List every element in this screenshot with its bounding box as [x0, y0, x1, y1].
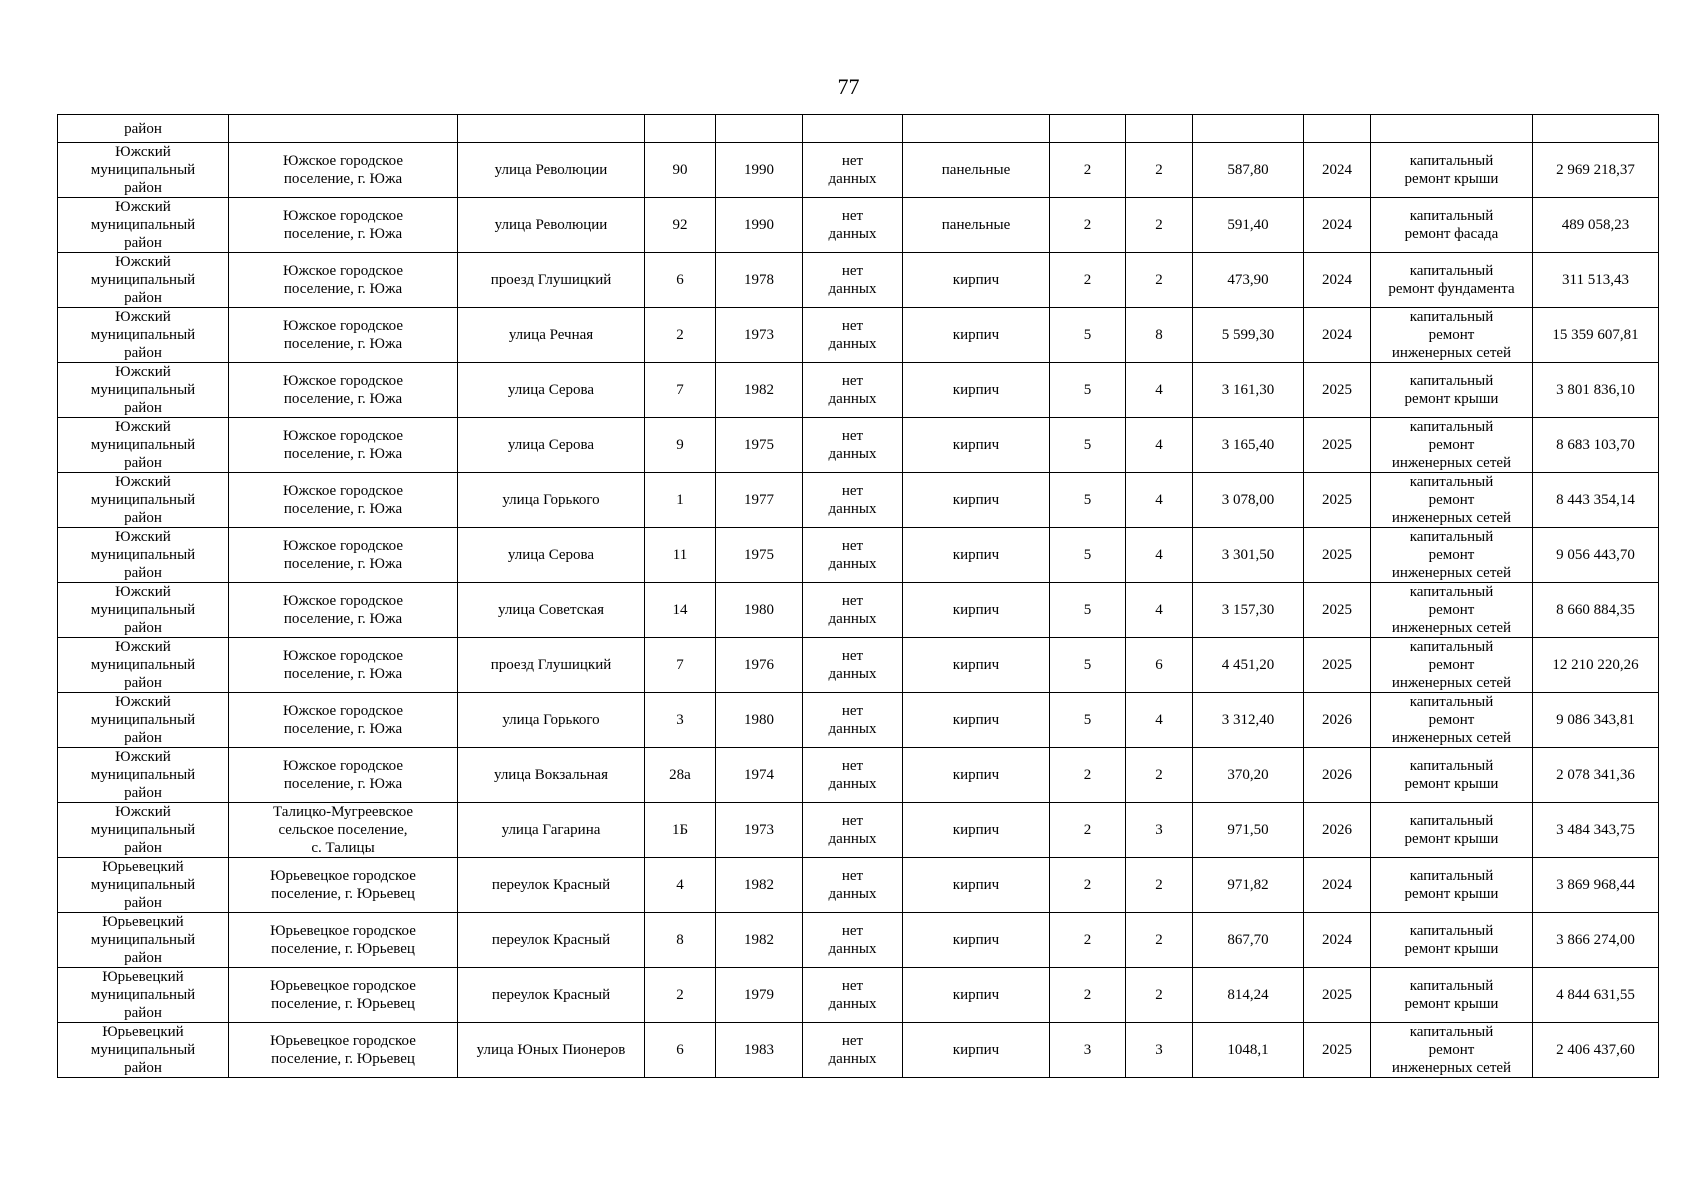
cell-floors: 5 [1050, 638, 1126, 693]
cell-district: Южский муниципальный район [58, 418, 229, 473]
cell-cost: 4 844 631,55 [1533, 968, 1659, 1023]
cell-entrances: 2 [1126, 143, 1193, 198]
table-row [58, 473, 1659, 528]
cell-district: Южский муниципальный район [58, 583, 229, 638]
cell-floors: 5 [1050, 308, 1126, 363]
cell-year: 1980 [716, 693, 803, 748]
cell-work: капитальный ремонт крыши [1371, 363, 1533, 418]
cell-material: кирпич [903, 253, 1050, 308]
cell-plan-year: 2025 [1304, 418, 1371, 473]
table-row [58, 913, 1659, 968]
cell-area: 971,50 [1193, 803, 1304, 858]
cell-work: капитальный ремонт инженерных сетей [1371, 308, 1533, 363]
cell-district: Южский муниципальный район [58, 308, 229, 363]
cell-cost: 9 056 443,70 [1533, 528, 1659, 583]
cell-entrances: 2 [1126, 858, 1193, 913]
cell-material: кирпич [903, 1023, 1050, 1078]
cell-area: 3 078,00 [1193, 473, 1304, 528]
cell-floors: 5 [1050, 418, 1126, 473]
cell-settlement: Южское городское поселение, г. Южа [229, 308, 458, 363]
cell-street: улица Серова [458, 528, 645, 583]
cell-cost: 2 078 341,36 [1533, 748, 1659, 803]
cell-area: 3 157,30 [1193, 583, 1304, 638]
cell-cost [1533, 115, 1659, 143]
cell-house: 7 [645, 638, 716, 693]
cell-settlement: Южское городское поселение, г. Южа [229, 473, 458, 528]
cell-work: капитальный ремонт крыши [1371, 143, 1533, 198]
cell-settlement: Южское городское поселение, г. Южа [229, 198, 458, 253]
table-row [58, 528, 1659, 583]
cell-district: Юрьевецкий муниципальный район [58, 1023, 229, 1078]
cell-district: Южский муниципальный район [58, 693, 229, 748]
table-row [58, 748, 1659, 803]
cell-floors: 2 [1050, 858, 1126, 913]
table-row [58, 968, 1659, 1023]
cell-material: кирпич [903, 858, 1050, 913]
cell-material [903, 115, 1050, 143]
cell-entrances: 8 [1126, 308, 1193, 363]
cell-plan-year: 2025 [1304, 363, 1371, 418]
table-row [58, 308, 1659, 363]
cell-house: 6 [645, 1023, 716, 1078]
cell-street: улица Юных Пионеров [458, 1023, 645, 1078]
cell-extra: нет данных [803, 473, 903, 528]
table-row [58, 638, 1659, 693]
cell-street [458, 115, 645, 143]
cell-house: 90 [645, 143, 716, 198]
cell-settlement: Юрьевецкое городское поселение, г. Юрьевец [229, 968, 458, 1023]
table-row-continuation [58, 115, 1659, 143]
cell-extra: нет данных [803, 858, 903, 913]
cell-district: Южский муниципальный район [58, 363, 229, 418]
cell-extra [803, 115, 903, 143]
cell-house [645, 115, 716, 143]
cell-work: капитальный ремонт фундамента [1371, 253, 1533, 308]
table-row [58, 693, 1659, 748]
cell-plan-year: 2025 [1304, 1023, 1371, 1078]
cell-entrances: 3 [1126, 1023, 1193, 1078]
cell-house: 3 [645, 693, 716, 748]
cell-street: улица Гагарина [458, 803, 645, 858]
cell-extra: нет данных [803, 418, 903, 473]
cell-settlement: Южское городское поселение, г. Южа [229, 253, 458, 308]
cell-entrances: 2 [1126, 198, 1193, 253]
cell-plan-year: 2026 [1304, 693, 1371, 748]
cell-area: 4 451,20 [1193, 638, 1304, 693]
cell-floors [1050, 115, 1126, 143]
cell-year: 1982 [716, 913, 803, 968]
table-row [58, 583, 1659, 638]
cell-street: проезд Глушицкий [458, 638, 645, 693]
cell-street: переулок Красный [458, 858, 645, 913]
cell-cost: 8 660 884,35 [1533, 583, 1659, 638]
cell-year: 1982 [716, 858, 803, 913]
cell-work: капитальный ремонт инженерных сетей [1371, 693, 1533, 748]
cell-settlement: Южское городское поселение, г. Южа [229, 418, 458, 473]
cell-street: улица Вокзальная [458, 748, 645, 803]
cell-plan-year: 2024 [1304, 858, 1371, 913]
cell-cost: 3 869 968,44 [1533, 858, 1659, 913]
cell-year: 1979 [716, 968, 803, 1023]
cell-entrances: 4 [1126, 418, 1193, 473]
cell-area: 3 301,50 [1193, 528, 1304, 583]
cell-floors: 2 [1050, 748, 1126, 803]
cell-year: 1976 [716, 638, 803, 693]
cell-extra: нет данных [803, 363, 903, 418]
table-row [58, 363, 1659, 418]
cell-work [1371, 115, 1533, 143]
table-row [58, 418, 1659, 473]
cell-year: 1975 [716, 418, 803, 473]
cell-area: 3 312,40 [1193, 693, 1304, 748]
cell-extra: нет данных [803, 693, 903, 748]
cell-street: улица Речная [458, 308, 645, 363]
cell-material: кирпич [903, 528, 1050, 583]
cell-cost: 2 406 437,60 [1533, 1023, 1659, 1078]
cell-cost: 8 683 103,70 [1533, 418, 1659, 473]
cell-material: кирпич [903, 473, 1050, 528]
cell-extra: нет данных [803, 748, 903, 803]
cell-work: капитальный ремонт инженерных сетей [1371, 638, 1533, 693]
cell-material: кирпич [903, 638, 1050, 693]
cell-settlement: Южское городское поселение, г. Южа [229, 638, 458, 693]
table-row [58, 253, 1659, 308]
cell-extra: нет данных [803, 308, 903, 363]
cell-plan-year: 2024 [1304, 143, 1371, 198]
cell-house: 4 [645, 858, 716, 913]
cell-floors: 5 [1050, 363, 1126, 418]
cell-house: 14 [645, 583, 716, 638]
cell-cost: 15 359 607,81 [1533, 308, 1659, 363]
cell-house: 7 [645, 363, 716, 418]
cell-house: 1Б [645, 803, 716, 858]
cell-floors: 2 [1050, 198, 1126, 253]
cell-entrances [1126, 115, 1193, 143]
cell-district: Юрьевецкий муниципальный район [58, 968, 229, 1023]
cell-entrances: 2 [1126, 968, 1193, 1023]
cell-year: 1983 [716, 1023, 803, 1078]
cell-settlement: Южское городское поселение, г. Южа [229, 583, 458, 638]
cell-material: кирпич [903, 968, 1050, 1023]
cell-house: 28а [645, 748, 716, 803]
cell-extra: нет данных [803, 583, 903, 638]
cell-material: кирпич [903, 803, 1050, 858]
cell-street: улица Горького [458, 693, 645, 748]
cell-material: панельные [903, 198, 1050, 253]
cell-floors: 2 [1050, 913, 1126, 968]
cell-work: капитальный ремонт крыши [1371, 968, 1533, 1023]
cell-floors: 2 [1050, 253, 1126, 308]
cell-settlement: Юрьевецкое городское поселение, г. Юрьевец [229, 1023, 458, 1078]
cell-cost: 9 086 343,81 [1533, 693, 1659, 748]
cell-material: кирпич [903, 693, 1050, 748]
cell-material: панельные [903, 143, 1050, 198]
cell-extra: нет данных [803, 198, 903, 253]
table-row [58, 1023, 1659, 1078]
cell-floors: 5 [1050, 473, 1126, 528]
cell-plan-year: 2025 [1304, 473, 1371, 528]
cell-year: 1978 [716, 253, 803, 308]
cell-floors: 5 [1050, 693, 1126, 748]
cell-year: 1977 [716, 473, 803, 528]
table-row [58, 803, 1659, 858]
cell-cost: 489 058,23 [1533, 198, 1659, 253]
table-row [58, 198, 1659, 253]
cell-settlement: Юрьевецкое городское поселение, г. Юрьевец [229, 913, 458, 968]
cell-area: 5 599,30 [1193, 308, 1304, 363]
cell-work: капитальный ремонт инженерных сетей [1371, 1023, 1533, 1078]
cell-extra: нет данных [803, 1023, 903, 1078]
cell-area: 370,20 [1193, 748, 1304, 803]
cell-house: 6 [645, 253, 716, 308]
cell-year: 1973 [716, 308, 803, 363]
cell-work: капитальный ремонт инженерных сетей [1371, 583, 1533, 638]
cell-cost: 2 969 218,37 [1533, 143, 1659, 198]
cell-plan-year: 2026 [1304, 803, 1371, 858]
cell-work: капитальный ремонт инженерных сетей [1371, 418, 1533, 473]
cell-district: район [58, 115, 229, 143]
cell-entrances: 3 [1126, 803, 1193, 858]
cell-street: улица Революции [458, 143, 645, 198]
cell-work: капитальный ремонт инженерных сетей [1371, 528, 1533, 583]
cell-year: 1990 [716, 198, 803, 253]
cell-floors: 2 [1050, 803, 1126, 858]
cell-district: Южский муниципальный район [58, 803, 229, 858]
cell-settlement [229, 115, 458, 143]
cell-house: 8 [645, 913, 716, 968]
cell-settlement: Южское городское поселение, г. Южа [229, 748, 458, 803]
cell-cost: 12 210 220,26 [1533, 638, 1659, 693]
cell-material: кирпич [903, 418, 1050, 473]
cell-extra: нет данных [803, 638, 903, 693]
cell-street: переулок Красный [458, 968, 645, 1023]
cell-settlement: Талицко-Мугреевское сельское поселение, с. Талицы [229, 803, 458, 858]
cell-extra: нет данных [803, 143, 903, 198]
cell-floors: 5 [1050, 528, 1126, 583]
cell-entrances: 4 [1126, 363, 1193, 418]
cell-work: капитальный ремонт крыши [1371, 803, 1533, 858]
cell-area: 971,82 [1193, 858, 1304, 913]
cell-year: 1990 [716, 143, 803, 198]
cell-district: Южский муниципальный район [58, 143, 229, 198]
table-row [58, 858, 1659, 913]
cell-material: кирпич [903, 748, 1050, 803]
cell-cost: 3 484 343,75 [1533, 803, 1659, 858]
cell-area: 1048,1 [1193, 1023, 1304, 1078]
cell-floors: 5 [1050, 583, 1126, 638]
cell-house: 9 [645, 418, 716, 473]
cell-material: кирпич [903, 308, 1050, 363]
cell-district: Юрьевецкий муниципальный район [58, 858, 229, 913]
cell-area: 591,40 [1193, 198, 1304, 253]
cell-entrances: 6 [1126, 638, 1193, 693]
cell-area [1193, 115, 1304, 143]
cell-area: 3 165,40 [1193, 418, 1304, 473]
cell-floors: 2 [1050, 143, 1126, 198]
cell-extra: нет данных [803, 913, 903, 968]
cell-floors: 2 [1050, 968, 1126, 1023]
cell-plan-year: 2024 [1304, 308, 1371, 363]
cell-house: 1 [645, 473, 716, 528]
cell-district: Южский муниципальный район [58, 473, 229, 528]
cell-entrances: 4 [1126, 473, 1193, 528]
cell-work: капитальный ремонт крыши [1371, 748, 1533, 803]
cell-year: 1973 [716, 803, 803, 858]
cell-work: капитальный ремонт фасада [1371, 198, 1533, 253]
table-row [58, 143, 1659, 198]
cell-work: капитальный ремонт инженерных сетей [1371, 473, 1533, 528]
cell-area: 814,24 [1193, 968, 1304, 1023]
cell-district: Южский муниципальный район [58, 198, 229, 253]
cell-settlement: Южское городское поселение, г. Южа [229, 693, 458, 748]
cell-street: проезд Глушицкий [458, 253, 645, 308]
cell-area: 587,80 [1193, 143, 1304, 198]
cell-area: 3 161,30 [1193, 363, 1304, 418]
cell-extra: нет данных [803, 803, 903, 858]
cell-street: улица Советская [458, 583, 645, 638]
cell-year: 1975 [716, 528, 803, 583]
cell-district: Южский муниципальный район [58, 253, 229, 308]
cell-plan-year: 2024 [1304, 253, 1371, 308]
cell-settlement: Южское городское поселение, г. Южа [229, 363, 458, 418]
cell-district: Юрьевецкий муниципальный район [58, 913, 229, 968]
cell-material: кирпич [903, 913, 1050, 968]
cell-year: 1982 [716, 363, 803, 418]
cell-plan-year [1304, 115, 1371, 143]
cell-entrances: 2 [1126, 913, 1193, 968]
cell-cost: 311 513,43 [1533, 253, 1659, 308]
cell-street: переулок Красный [458, 913, 645, 968]
cell-extra: нет данных [803, 253, 903, 308]
cell-area: 473,90 [1193, 253, 1304, 308]
page-number: 77 [837, 74, 860, 99]
cell-street: улица Серова [458, 418, 645, 473]
cell-plan-year: 2025 [1304, 968, 1371, 1023]
cell-extra: нет данных [803, 528, 903, 583]
cell-cost: 3 866 274,00 [1533, 913, 1659, 968]
cell-house: 11 [645, 528, 716, 583]
cell-street: улица Горького [458, 473, 645, 528]
cell-plan-year: 2024 [1304, 913, 1371, 968]
cell-house: 2 [645, 308, 716, 363]
cell-cost: 3 801 836,10 [1533, 363, 1659, 418]
cell-plan-year: 2025 [1304, 528, 1371, 583]
cell-street: улица Революции [458, 198, 645, 253]
cell-plan-year: 2025 [1304, 638, 1371, 693]
cell-plan-year: 2024 [1304, 198, 1371, 253]
cell-year: 1974 [716, 748, 803, 803]
cell-house: 92 [645, 198, 716, 253]
cell-plan-year: 2026 [1304, 748, 1371, 803]
cell-extra: нет данных [803, 968, 903, 1023]
cell-settlement: Юрьевецкое городское поселение, г. Юрьевец [229, 858, 458, 913]
cell-cost: 8 443 354,14 [1533, 473, 1659, 528]
cell-year [716, 115, 803, 143]
cell-district: Южский муниципальный район [58, 748, 229, 803]
cell-area: 867,70 [1193, 913, 1304, 968]
cell-entrances: 4 [1126, 583, 1193, 638]
housing-repair-table [57, 114, 1659, 1078]
cell-street: улица Серова [458, 363, 645, 418]
cell-entrances: 4 [1126, 528, 1193, 583]
cell-settlement: Южское городское поселение, г. Южа [229, 143, 458, 198]
cell-entrances: 4 [1126, 693, 1193, 748]
cell-entrances: 2 [1126, 253, 1193, 308]
cell-settlement: Южское городское поселение, г. Южа [229, 528, 458, 583]
cell-work: капитальный ремонт крыши [1371, 858, 1533, 913]
cell-floors: 3 [1050, 1023, 1126, 1078]
table-body [58, 115, 1659, 1078]
cell-material: кирпич [903, 363, 1050, 418]
cell-house: 2 [645, 968, 716, 1023]
cell-work: капитальный ремонт крыши [1371, 913, 1533, 968]
cell-entrances: 2 [1126, 748, 1193, 803]
cell-year: 1980 [716, 583, 803, 638]
cell-district: Южский муниципальный район [58, 638, 229, 693]
cell-district: Южский муниципальный район [58, 528, 229, 583]
cell-plan-year: 2025 [1304, 583, 1371, 638]
cell-material: кирпич [903, 583, 1050, 638]
